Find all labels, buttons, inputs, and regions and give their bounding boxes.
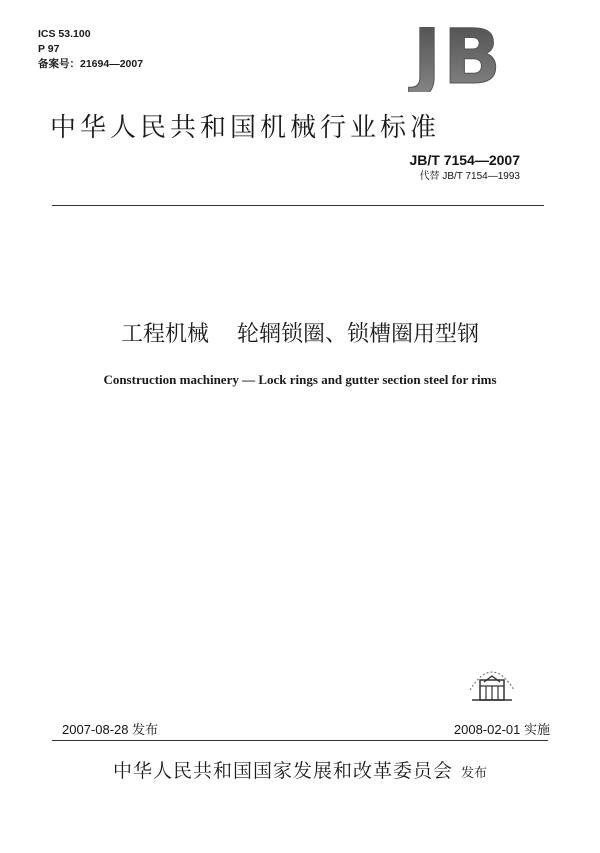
issue-date: 2007-08-28 发布 xyxy=(62,722,159,737)
classification-block xyxy=(38,27,143,72)
publisher-name: 中华人民共和国国家发展和改革委员会 xyxy=(112,760,453,782)
chinese-title-part2: 轮辋锁圈、锁槽圈用型钢 xyxy=(237,322,480,347)
top-divider xyxy=(52,205,544,206)
publisher-action: 发布 xyxy=(461,766,488,781)
standard-number-block xyxy=(409,150,520,184)
jb-logo-graphic xyxy=(396,20,520,92)
chinese-title xyxy=(0,317,600,348)
publisher-emblem-icon xyxy=(464,660,520,708)
jb-logo xyxy=(396,20,520,92)
ics-code: ICS 53.100 xyxy=(38,28,91,40)
bottom-divider xyxy=(52,740,548,741)
chinese-title-part1: 工程机械 xyxy=(120,322,209,347)
record-number: 备案号：21694—2007 xyxy=(38,58,144,70)
classification-code: P 97 xyxy=(38,43,60,55)
publisher-line xyxy=(0,756,600,783)
implementation-date: 2008-02-01 实施 xyxy=(453,722,550,737)
english-title: Construction machinery — Lock rings and gutter section steel for rims xyxy=(103,372,497,387)
standard-number: JB/T 7154—2007 xyxy=(409,152,520,168)
svg-text:JB: JB xyxy=(412,20,504,92)
issuing-category-title: 中华人民共和国机械行业标准 xyxy=(50,113,441,143)
replaces-standard: 代替 JB/T 7154—1993 xyxy=(419,171,520,182)
